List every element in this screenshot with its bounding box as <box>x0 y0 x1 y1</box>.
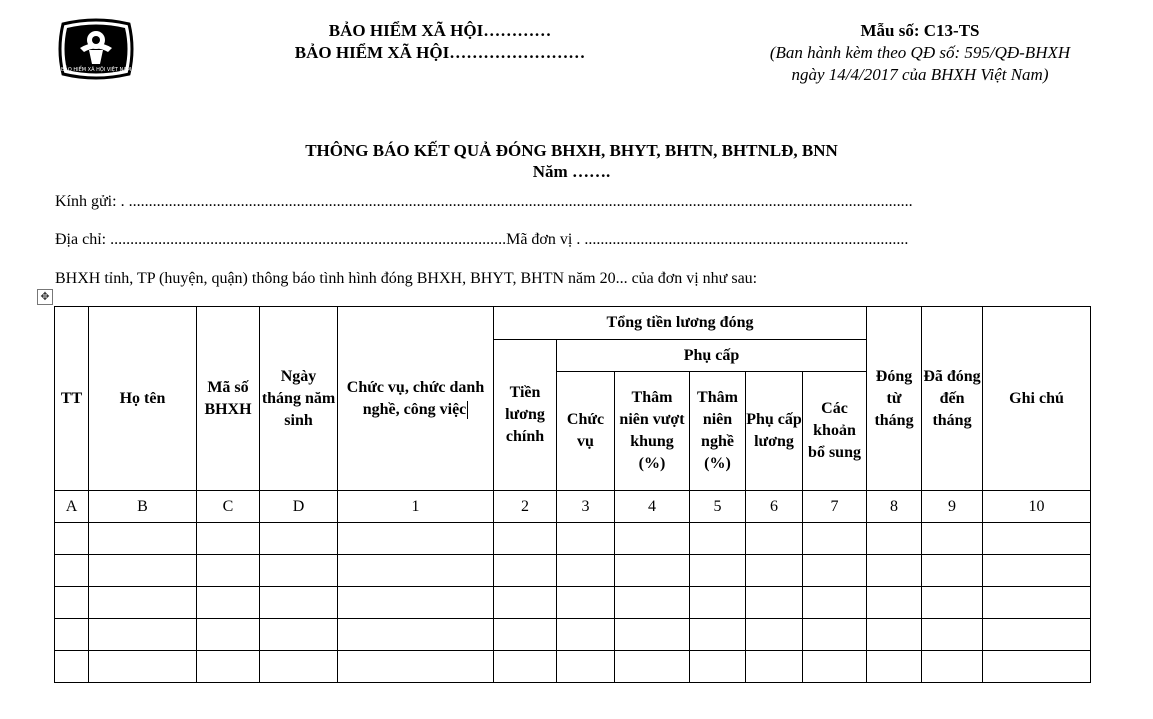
table-cell[interactable] <box>867 619 922 651</box>
svg-text:BẢO HIỂM XÃ HỘI VIỆT NAM: BẢO HIỂM XÃ HỘI VIỆT NAM <box>60 67 132 73</box>
title-line-1: THÔNG BÁO KẾT QUẢ ĐÓNG BHXH, BHYT, BHTN, BHTNLĐ, BNN <box>305 141 838 160</box>
table-cell[interactable] <box>922 651 983 683</box>
col-bhxh-id: Mã số BHXH <box>197 307 260 491</box>
table-cell[interactable] <box>983 619 1091 651</box>
table-row <box>55 651 1091 683</box>
index-cell: 1 <box>338 491 494 523</box>
table-cell[interactable] <box>922 555 983 587</box>
form-info <box>740 20 1100 86</box>
table-cell[interactable] <box>197 587 260 619</box>
col-name: Họ tên <box>89 307 197 491</box>
col-seniority-job: Thâm niên nghề (%) <box>690 372 746 491</box>
table-cell[interactable] <box>89 587 197 619</box>
table-cell[interactable] <box>615 555 690 587</box>
table-cell[interactable] <box>867 523 922 555</box>
col-position-allowance: Chức vụ <box>557 372 615 491</box>
table-cell[interactable] <box>494 651 557 683</box>
text-cursor <box>467 401 468 419</box>
table-cell[interactable] <box>922 523 983 555</box>
form-code: Mẫu số: C13-TS <box>860 21 980 40</box>
index-cell: 3 <box>557 491 615 523</box>
col-base-salary: Tiền lương chính <box>494 340 557 491</box>
table-cell[interactable] <box>338 587 494 619</box>
col-supplements: Các khoản bổ sung <box>803 372 867 491</box>
table-cell[interactable] <box>260 651 338 683</box>
table-cell[interactable] <box>557 523 615 555</box>
table-cell[interactable] <box>922 619 983 651</box>
table-cell[interactable] <box>197 555 260 587</box>
table-cell[interactable] <box>746 619 803 651</box>
table-cell[interactable] <box>690 587 746 619</box>
table-cell[interactable] <box>89 619 197 651</box>
col-dob: Ngày tháng năm sinh <box>260 307 338 491</box>
table-cell[interactable] <box>615 523 690 555</box>
table-cell[interactable] <box>615 651 690 683</box>
table-cell[interactable] <box>338 619 494 651</box>
table-cell[interactable] <box>494 587 557 619</box>
table-cell[interactable] <box>983 523 1091 555</box>
bhxh-logo <box>55 18 137 80</box>
table-row <box>55 555 1091 587</box>
group-allowance: Phụ cấp <box>557 340 867 372</box>
table-cell[interactable] <box>89 555 197 587</box>
table-cell[interactable] <box>690 523 746 555</box>
table-cell[interactable] <box>803 651 867 683</box>
table-cell[interactable] <box>867 555 922 587</box>
table-cell[interactable] <box>197 651 260 683</box>
table-cell[interactable] <box>690 619 746 651</box>
index-cell: C <box>197 491 260 523</box>
table-cell[interactable] <box>260 587 338 619</box>
table-cell[interactable] <box>803 555 867 587</box>
table-cell[interactable] <box>557 555 615 587</box>
table-cell[interactable] <box>260 555 338 587</box>
table-cell[interactable] <box>338 555 494 587</box>
index-cell: 2 <box>494 491 557 523</box>
table-cell[interactable] <box>197 619 260 651</box>
index-row <box>55 491 1091 523</box>
table-cell[interactable] <box>338 523 494 555</box>
col-seniority-over: Thâm niên vượt khung (%) <box>615 372 690 491</box>
table-cell[interactable] <box>746 523 803 555</box>
index-cell: 10 <box>983 491 1091 523</box>
table-cell[interactable] <box>494 555 557 587</box>
index-cell: D <box>260 491 338 523</box>
index-cell: 8 <box>867 491 922 523</box>
col-position[interactable]: Chức vụ, chức danh nghề, công việc <box>338 307 494 491</box>
table-cell[interactable] <box>867 587 922 619</box>
table-cell[interactable] <box>55 619 89 651</box>
table-cell[interactable] <box>55 555 89 587</box>
table-cell[interactable] <box>746 555 803 587</box>
contribution-table <box>54 306 1091 683</box>
table-cell[interactable] <box>260 523 338 555</box>
group-total-salary: Tổng tiền lương đóng <box>494 307 867 340</box>
table-cell[interactable] <box>89 651 197 683</box>
issued-line-1: (Ban hành kèm theo QĐ số: 595/QĐ-BHXH <box>769 43 1071 62</box>
table-cell[interactable] <box>690 651 746 683</box>
table-cell[interactable] <box>803 587 867 619</box>
col-salary-allowance: Phụ cấp lương <box>746 372 803 491</box>
table-row <box>55 587 1091 619</box>
table-cell[interactable] <box>803 523 867 555</box>
issued-line-2: ngày 14/4/2017 của BHXH Việt Nam) <box>791 65 1049 84</box>
table-cell[interactable] <box>690 555 746 587</box>
table-cell[interactable] <box>89 523 197 555</box>
table-cell[interactable] <box>494 619 557 651</box>
table-cell[interactable] <box>557 587 615 619</box>
table-cell[interactable] <box>55 523 89 555</box>
index-cell: 5 <box>690 491 746 523</box>
table-cell[interactable] <box>55 651 89 683</box>
table-cell[interactable] <box>197 523 260 555</box>
index-cell: B <box>89 491 197 523</box>
col-tt: TT <box>55 307 89 491</box>
table-cell[interactable] <box>746 587 803 619</box>
table-cell[interactable] <box>260 619 338 651</box>
agency-line-2: BẢO HIỂM XÃ HỘI…………………… <box>294 43 586 62</box>
title-line-2: Năm ……. <box>532 162 611 181</box>
table-cell[interactable] <box>557 651 615 683</box>
table-cell[interactable] <box>983 587 1091 619</box>
table-cell[interactable] <box>867 651 922 683</box>
index-cell: 7 <box>803 491 867 523</box>
agency-line-1: BẢO HIỂM XÃ HỘI………… <box>328 21 552 40</box>
table-cell[interactable] <box>494 523 557 555</box>
table-cell[interactable] <box>983 555 1091 587</box>
document-title <box>0 140 1143 182</box>
col-notes: Ghi chú <box>983 307 1091 491</box>
empty-rows <box>55 523 1091 683</box>
index-cell: 9 <box>922 491 983 523</box>
table-cell[interactable] <box>338 651 494 683</box>
move-handle-icon[interactable]: ✥ <box>37 289 53 305</box>
intro-text: BHXH tỉnh, TP (huyện, quận) thông báo tình hình đóng BHXH, BHYT, BHTN năm 20... của đơn vị như sau: <box>55 270 758 287</box>
table-cell[interactable] <box>803 619 867 651</box>
agency-header <box>230 20 650 64</box>
index-cell: A <box>55 491 89 523</box>
index-cell: 4 <box>615 491 690 523</box>
table-cell[interactable] <box>557 619 615 651</box>
table-cell[interactable] <box>615 619 690 651</box>
table-cell[interactable] <box>746 651 803 683</box>
table-cell[interactable] <box>615 587 690 619</box>
table-cell[interactable] <box>922 587 983 619</box>
recipient-field[interactable]: Kính gửi: . .................................................................................................................................................................................................... <box>55 193 913 210</box>
table-cell[interactable] <box>55 587 89 619</box>
col-to-month: Đã đóng đến tháng <box>922 307 983 491</box>
col-from-month: Đóng từ tháng <box>867 307 922 491</box>
table-row <box>55 619 1091 651</box>
index-cell: 6 <box>746 491 803 523</box>
address-field[interactable]: Địa chỉ: ...................................................................................................Mã đơn vị . ................................................................................. <box>55 231 909 248</box>
table-row <box>55 523 1091 555</box>
table-cell[interactable] <box>983 651 1091 683</box>
